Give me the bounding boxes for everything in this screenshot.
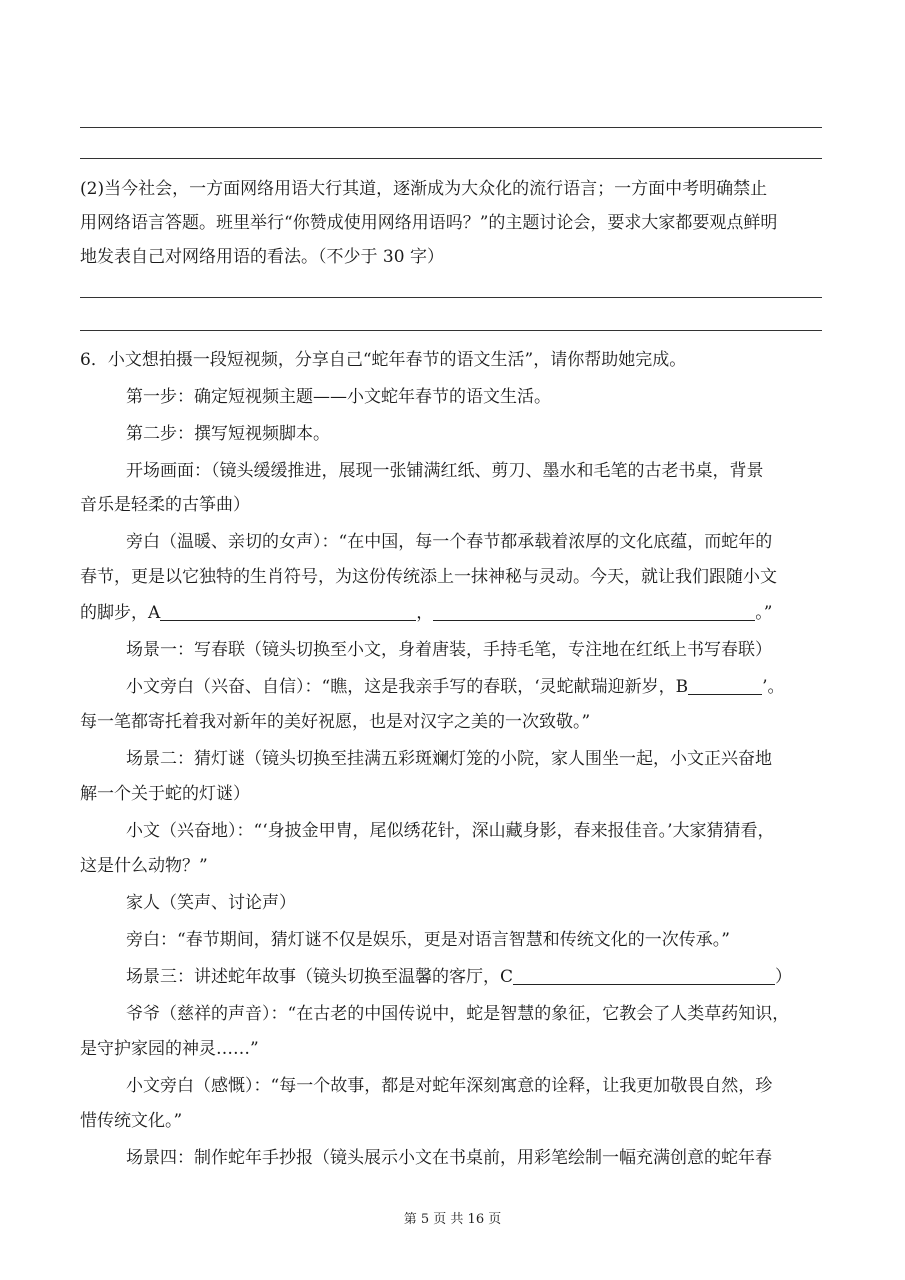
scene-3-close: ）: [775, 967, 793, 987]
scene-2: 场景二：猜灯谜（镜头切换至挂满五彩斑斓灯笼的小院，家人围坐一起，小文正兴奋地: [126, 749, 772, 769]
xiaowen-reflection-cont: 惜传统文化。”: [80, 1111, 183, 1131]
narration-end: 。”: [755, 603, 773, 623]
narration-blank-line: [80, 596, 822, 630]
riddle-line-cont: 这是什么动物？”: [80, 856, 208, 876]
grandpa-line-cont: 是守护家园的神灵……”: [80, 1039, 259, 1059]
family-reaction: 家人（笑声、讨论声）: [126, 893, 296, 913]
riddle-line: 小文（兴奋地）：“‘身披金甲胄，尾似绣花针，深山藏身影，春来报佳音。’大家猜猜看，: [126, 821, 775, 841]
blank-c[interactable]: [513, 964, 775, 985]
page-footer: 第 5 页 共 16 页: [403, 1212, 502, 1227]
narration-comma: ，: [416, 603, 434, 623]
scene-1-voiceover-cont: 每一笔都寄托着我对新年的美好祝愿，也是对汉字之美的一次致敬。”: [80, 712, 591, 732]
xiaowen-reflection: 小文旁白（感慨）：“每一个故事，都是对蛇年深刻寓意的诠释，让我更加敬畏自然，珍: [126, 1076, 773, 1096]
scene-3-text: 场景三：讲述蛇年故事（镜头切换至温馨的客厅，C: [126, 967, 514, 987]
blank-b[interactable]: [688, 674, 762, 695]
q5-part2-line: 用网络语言答题。班里举行“你赞成使用网络用语吗？”的主题讨论会，要求大家都要观点鲜明: [80, 213, 778, 233]
answer-line: [80, 127, 822, 128]
scene-4: 场景四：制作蛇年手抄报（镜头展示小文在书桌前，用彩笔绘制一幅充满创意的蛇年春: [126, 1148, 772, 1168]
answer-line: [80, 297, 822, 298]
scene-1: 场景一：写春联（镜头切换至小文，身着唐装，手持毛笔，专注地在红纸上书写春联）: [126, 640, 772, 660]
blank-a1[interactable]: [160, 600, 416, 621]
answer-line: [80, 158, 822, 159]
opening-scene: 开场画面：（镜头缓缓推进，展现一张铺满红纸、剪刀、墨水和毛笔的古老书桌，背景: [126, 461, 764, 481]
blank-a2[interactable]: [433, 600, 755, 621]
grandpa-line: 爷爷（慈祥的声音）：“在古老的中国传说中，蛇是智慧的象征，它教会了人类草药知识，: [126, 1004, 790, 1024]
voiceover-text: 小文旁白（兴奋、自信）：“瞧，这是我亲手写的春联，‘灵蛇献瑞迎新岁，B: [126, 677, 689, 697]
opening-scene-cont: 音乐是轻柔的古筝曲）: [80, 495, 250, 515]
scene-1-voiceover: [80, 670, 822, 704]
q6-step1: 第一步：确定短视频主题——小文蛇年春节的语文生活。: [126, 387, 551, 407]
q5-part2-line: (2)当今社会，一方面网络用语大行其道，逐渐成为大众化的流行语言；一方面中考明确禁止: [80, 179, 768, 199]
voiceover-close: ’。: [762, 677, 785, 697]
riddle-narration: 旁白：“春节期间，猜灯谜不仅是娱乐，更是对语言智慧和传统文化的一次传承。”: [126, 930, 730, 950]
narration-prefix: 的脚步，A: [80, 603, 161, 623]
scene-2-cont: 解一个关于蛇的灯谜）: [80, 784, 250, 804]
answer-line: [80, 330, 822, 331]
q5-part2-line: 地发表自己对网络用语的看法。（不少于 30 字）: [80, 247, 444, 267]
narration-cont: 春节，更是以它独特的生肖符号，为这份传统添上一抹神秘与灵动。今天，就让我们跟随小文: [80, 567, 777, 587]
scene-3: [80, 960, 822, 994]
q6-intro: 6．小文想拍摄一段短视频，分享自己“蛇年春节的语文生活”，请你帮助她完成。: [80, 350, 687, 370]
narration: 旁白（温暖、亲切的女声）：“在中国，每一个春节都承载着浓厚的文化底蕴，而蛇年的: [126, 532, 773, 552]
q6-step2: 第二步：撰写短视频脚本。: [126, 424, 330, 444]
